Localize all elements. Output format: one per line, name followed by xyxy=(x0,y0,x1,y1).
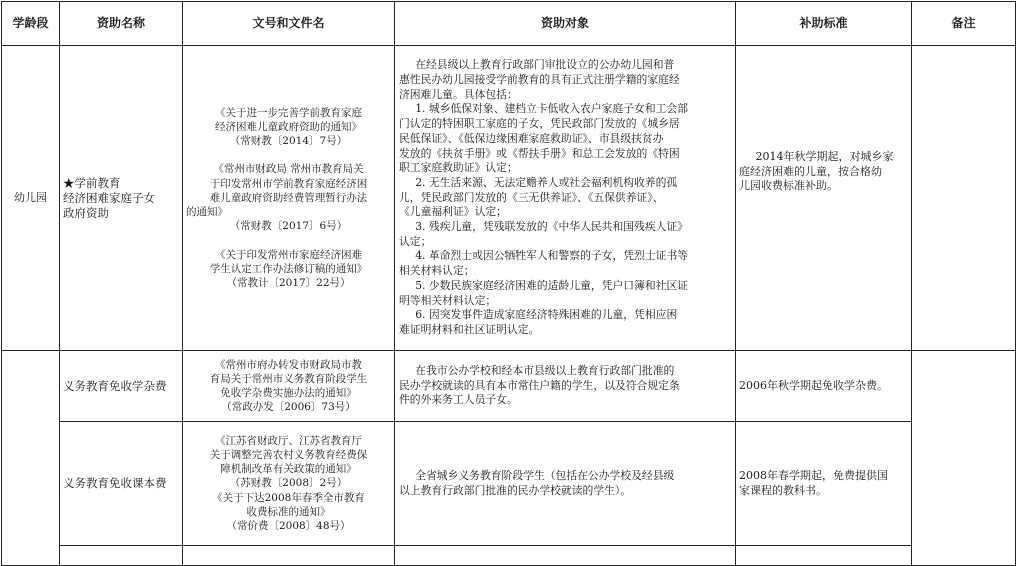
table-row-textbook xyxy=(2,422,1016,546)
doc-gap xyxy=(186,234,391,248)
doc-line: 免收学杂费实施办法的通知》 xyxy=(220,387,357,399)
object-line: 《儿童福利证》认定； xyxy=(399,205,507,219)
object-line: 惠性民办幼儿园接受学前教育的具有正式注册学籍的家庭经 xyxy=(399,73,680,87)
doc-line: （常财教〔2017〕6号） xyxy=(229,220,348,233)
object-line: 件的外来务工人员子女。 xyxy=(399,393,518,407)
doc-line: 关于调整完善农村义务教育经费保 xyxy=(209,448,368,461)
object-line: 5. 少数民族家庭经济困难的适龄儿童，凭户口簿和社区证 xyxy=(415,278,689,292)
standard-line: 儿园收费标准补助。 xyxy=(739,179,838,192)
doc-line: （常财教〔2014〕7号） xyxy=(229,135,348,148)
object-line: 儿，凭民政部门发放的《三无供养证》、《五保供养证》、 xyxy=(399,190,664,204)
object-line: 2. 无生活来源、无法定赡养人或社会福利机构收养的孤 xyxy=(415,175,678,189)
table-row-partial xyxy=(2,546,1016,566)
stage-cell xyxy=(2,351,60,566)
object-line: 认定； xyxy=(399,234,432,248)
object-cell xyxy=(395,351,736,422)
partial-cell xyxy=(183,546,395,566)
doc-line: 难儿童政府资助经费管理暂行办法 xyxy=(209,191,368,204)
subsidy-name-line: ★学前教育 xyxy=(63,175,121,190)
doc-line: 《关于印发常州市家庭经济困难 xyxy=(215,248,362,261)
object-line: 难证明材料和社区证明认定。 xyxy=(399,322,540,336)
subsidy-name-line: 经济困难家庭子女 xyxy=(63,190,155,205)
doc-line: （常价费〔2008〕48号） xyxy=(226,520,351,532)
object-line: 6. 因突发事件造成家庭经济特殊困难的儿童，凭相应困 xyxy=(415,308,678,322)
doc-line: 障机制改革有关政策的通知》 xyxy=(220,463,357,476)
table-row-tuition xyxy=(2,351,1016,422)
object-line: 在我市公办学校和经本市县级以上教育行政部门批准的 xyxy=(415,363,675,377)
subsidy-table xyxy=(1,1,1016,566)
doc-line: 的通知》 xyxy=(186,206,228,219)
object-line: 门认定的特困职工家庭的子女，凭民政部门发放的《城乡居 xyxy=(399,117,680,131)
doc-line: （常教计〔2017〕22号） xyxy=(226,276,351,289)
header-object: 资助对象 xyxy=(395,2,736,46)
doc-line: 经济困难儿童政府资助的通知》 xyxy=(215,121,362,134)
object-line: 在经县级以上教育行政部门审批设立的公办幼儿园和普 xyxy=(415,58,675,72)
subsidy-name-cell xyxy=(60,46,183,351)
doc-line: 《关于下达2008年春季全市教育 xyxy=(212,491,365,504)
doc-line: 收费标准的通知》 xyxy=(246,505,331,518)
doc-line: （苏财教〔2008〕2号） xyxy=(229,477,348,490)
object-line: 民办学校就读的具有本市常住户籍的学生，以及符合规定条 xyxy=(399,378,680,392)
object-line: 3. 残疾儿童，凭残联发放的《中华人民共和国残疾人证》 xyxy=(415,220,689,234)
docs-cell xyxy=(183,351,395,422)
doc-line: （常政办发〔2006〕73号） xyxy=(221,401,356,414)
partial-cell xyxy=(395,546,736,566)
doc-line: 《常州市府办转发市财政局市教 xyxy=(215,358,362,371)
header-stage: 学龄段 xyxy=(2,2,60,46)
object-line: 发放的《扶贫手册》或《帮扶手册》和总工会发放的《特困 xyxy=(399,146,680,160)
standard-line: 庭经济困难的儿童，按合格幼 xyxy=(739,164,882,178)
header-row xyxy=(2,2,1016,46)
header-name: 资助名称 xyxy=(60,2,183,46)
object-line: 相关材料认定； xyxy=(399,264,475,278)
partial-cell xyxy=(736,546,912,566)
object-cell xyxy=(395,46,736,351)
object-line: 明等相关材料认定； xyxy=(399,293,497,307)
header-docs: 文号和文件名 xyxy=(183,2,395,46)
header-standard: 补助标准 xyxy=(736,2,912,46)
object-cell xyxy=(395,422,736,546)
doc-line: 《关于进一步完善学前教育家庭 xyxy=(215,106,362,119)
standard-line: 2014年秋学期起，对城乡家 xyxy=(755,150,894,163)
stage-cell: 幼儿园 xyxy=(2,46,60,351)
note-cell xyxy=(912,351,1016,566)
subsidy-name-cell: 义务教育免收学杂费 xyxy=(60,351,183,422)
doc-gap xyxy=(186,148,391,162)
table-row-kindergarten xyxy=(2,46,1016,351)
object-line: 全省城乡义务教育阶段学生（包括在公办学校及经县级 xyxy=(415,468,675,482)
standard-cell: 2006年秋学期起免收学杂费。 xyxy=(736,351,912,422)
doc-line: 《常州市财政局 常州市教育局关 xyxy=(213,163,364,176)
note-cell xyxy=(912,46,1016,351)
docs-cell xyxy=(183,46,395,351)
standard-cell xyxy=(736,46,912,351)
doc-line: 《江苏省财政厅、江苏省教育厅 xyxy=(215,434,362,447)
object-line: 民低保证》、《低保边缘困难家庭救助证》、市县级扶贫办 xyxy=(399,131,664,145)
header-note: 备注 xyxy=(912,2,1016,46)
object-line: 职工家庭救助证》认定； xyxy=(399,161,518,175)
subsidy-name-cell: 义务教育免收课本费 xyxy=(60,422,183,546)
doc-line: 育局关于常州市义务教育阶段学生 xyxy=(209,372,368,385)
docs-cell xyxy=(183,422,395,546)
standard-cell xyxy=(736,422,912,546)
object-line: 1. 城乡低保对象、建档立卡低收入农户家庭子女和工会部 xyxy=(415,102,689,116)
doc-line: 学生认定工作办法修订稿的通知》 xyxy=(209,262,368,275)
standard-line: 家课程的教科书。 xyxy=(739,483,827,497)
doc-line: 于印发常州市学前教育家庭经济困 xyxy=(209,177,368,190)
object-line: 以上教育行政部门批准的民办学校就读的学生）。 xyxy=(399,483,632,497)
standard-line: 2008年春学期起，免费提供国 xyxy=(739,468,888,482)
subsidy-name-line: 政府资助 xyxy=(63,205,109,220)
partial-cell xyxy=(60,546,183,566)
object-line: 4. 革命烈士或因公牺牲军人和警察的子女，凭烈士证书等 xyxy=(415,249,689,263)
object-line: 济困难儿童。具体包括： xyxy=(399,87,518,101)
